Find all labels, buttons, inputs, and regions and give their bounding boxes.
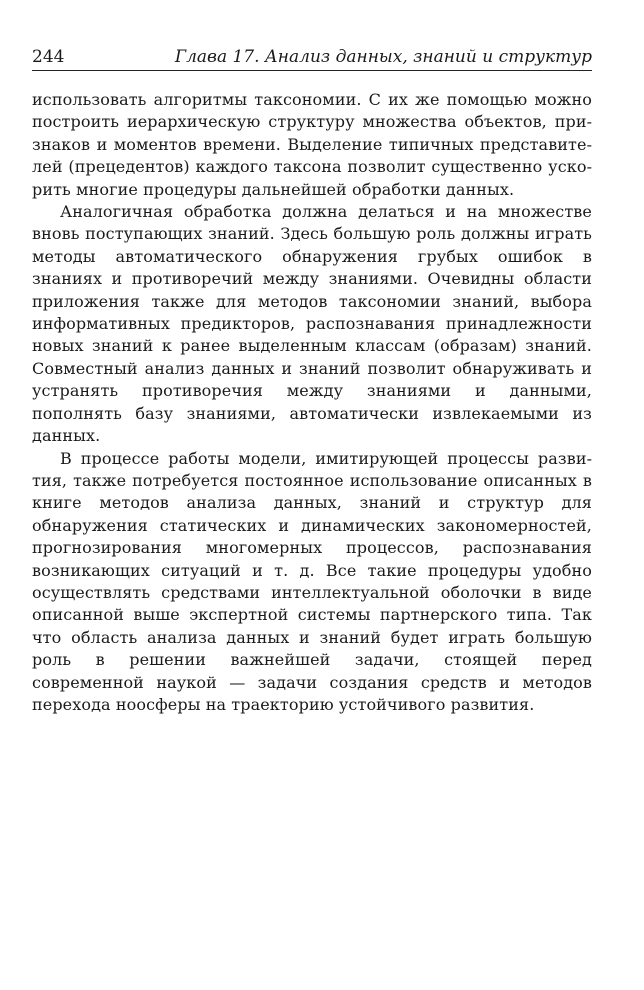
paragraph-1: использовать алгоритмы таксономии. С их же помощью можно построить иерархическую структуру множества объектов, признаков и моментов времени. Выделение типичных представителей (прецедентов) каждого таксона позволит существенно ускорить многие процедуры дальнейшей обработки данных. bbox=[32, 90, 592, 199]
book-page bbox=[32, 46, 592, 716]
paragraph-2: Аналогичная обработка должна делаться и на множестве вновь поступающих знаний. Здесь большую роль должны играть методы автоматического обнаружения грубых ошибок в знаниях и противоречий между знаниями. Очевидны области приложения также для методов таксономии знаний, выбора информативных предикторов, распознавания принадлежности новых знаний к ранее выделенным классам (образам) знаний. Совместный анализ данных и знаний позволит обнаруживать и устранять противоречия между знаниями и данными, пополнять базу знаниями, автоматически извлекаемыми из данных. bbox=[32, 202, 592, 446]
body-text bbox=[32, 89, 592, 716]
paragraph-3: В процессе работы модели, имитирующей процессы развития, также потребуется постоянное использование описанных в книге методов анализа данных, знаний и структур для обнаружения статических и динамических закономерностей, прогнозирования многомерных процессов, распознавания возникающих ситуаций и т. д. Все такие процедуры удобно осуществлять средствами интеллектуальной оболочки в виде описанной выше экспертной системы партнерского типа. Так что область анализа данных и знаний будет играть большую роль в решении важнейшей задачи, стоящей перед современной наукой — задачи создания средств и методов перехода ноосферы на траекторию устойчивого развития. bbox=[32, 448, 592, 714]
page-number: 244 bbox=[32, 47, 65, 67]
chapter-title: Глава 17. Анализ данных, знаний и структур bbox=[174, 47, 592, 67]
running-header bbox=[32, 46, 592, 71]
